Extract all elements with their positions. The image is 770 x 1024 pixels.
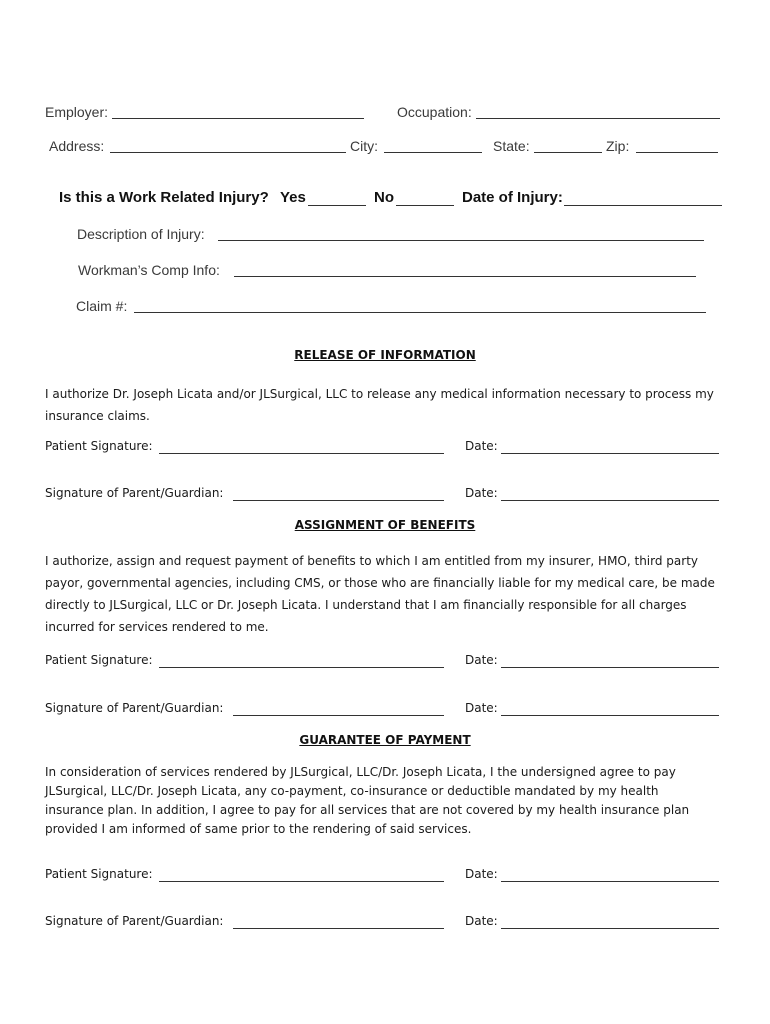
guardian-signature-label: Signature of Parent/Guardian: [45, 914, 224, 928]
release-line: insurance claims. [45, 409, 150, 423]
date-label: Date: [465, 867, 498, 881]
state-label: State: [493, 138, 530, 154]
employer-label: Employer: [45, 104, 109, 120]
guarantee-line: JLSurgical, LLC/Dr. Joseph Licata, any co-payment, co-insurance or deductible mandated by my health [45, 784, 659, 798]
guarantee-line: In consideration of services rendered by JLSurgical, LLC/Dr. Joseph Licata, I the undersigned agree to pay [45, 765, 676, 779]
claim-number-field[interactable] [134, 312, 706, 313]
assignment-line: payor, governmental agencies, including CMS, or those who are financially liable for my medical care, be made [45, 576, 715, 590]
patient-signature-field[interactable] [159, 453, 444, 454]
date-field[interactable] [501, 928, 719, 929]
release-of-information-heading: RELEASE OF INFORMATION [294, 348, 476, 362]
guardian-signature-label: Signature of Parent/Guardian: [45, 486, 224, 500]
workmans-comp-field[interactable] [234, 276, 696, 277]
patient-signature-field[interactable] [159, 667, 444, 668]
date-label: Date: [465, 486, 498, 500]
city-field[interactable] [384, 152, 482, 153]
employer-field[interactable] [112, 118, 364, 119]
assignment-line: directly to JLSurgical, LLC or Dr. Joseph Licata. I understand that I am financially responsible for all charges [45, 598, 687, 612]
date-field[interactable] [501, 500, 719, 501]
date-field[interactable] [501, 881, 719, 882]
assignment-paragraph [45, 550, 725, 638]
yes-label: Yes [280, 189, 306, 206]
assignment-line: incurred for services rendered to me. [45, 620, 269, 634]
address-field[interactable] [110, 152, 346, 153]
occupation-label: Occupation: [397, 104, 472, 120]
zip-field[interactable] [636, 152, 718, 153]
release-line: I authorize Dr. Joseph Licata and/or JLSurgical, LLC to release any medical information necessary to process my [45, 387, 714, 401]
date-label: Date: [465, 439, 498, 453]
guarantee-line: provided I am informed of same prior to the rendering of said services. [45, 822, 472, 836]
patient-signature-field[interactable] [159, 881, 444, 882]
description-of-injury-field[interactable] [218, 240, 704, 241]
guardian-signature-label: Signature of Parent/Guardian: [45, 701, 224, 715]
date-of-injury-label: Date of Injury: [462, 189, 563, 206]
date-field[interactable] [501, 667, 719, 668]
no-label: No [374, 189, 394, 206]
description-of-injury-label: Description of Injury: [77, 226, 205, 242]
city-label: City: [350, 138, 378, 154]
date-label: Date: [465, 701, 498, 715]
guardian-signature-field[interactable] [233, 500, 444, 501]
guarantee-of-payment-heading: GUARANTEE OF PAYMENT [299, 733, 471, 747]
no-field[interactable] [396, 205, 454, 206]
patient-signature-label: Patient Signature: [45, 439, 153, 453]
workmans-comp-label: Workman’s Comp Info: [78, 262, 220, 278]
guardian-signature-field[interactable] [233, 928, 444, 929]
date-field[interactable] [501, 453, 719, 454]
guardian-signature-field[interactable] [233, 715, 444, 716]
patient-signature-label: Patient Signature: [45, 867, 153, 881]
guarantee-paragraph [45, 763, 725, 839]
release-paragraph [45, 383, 725, 427]
patient-signature-label: Patient Signature: [45, 653, 153, 667]
date-label: Date: [465, 914, 498, 928]
work-injury-question: Is this a Work Related Injury? [59, 189, 269, 206]
occupation-field[interactable] [476, 118, 720, 119]
claim-number-label: Claim #: [76, 298, 128, 314]
yes-field[interactable] [308, 205, 366, 206]
date-of-injury-field[interactable] [564, 205, 722, 206]
guarantee-line: insurance plan. In addition, I agree to pay for all services that are not covered by my health insurance plan [45, 803, 690, 817]
address-label: Address: [49, 138, 105, 154]
assignment-of-benefits-heading: ASSIGNMENT OF BENEFITS [294, 518, 476, 532]
assignment-line: I authorize, assign and request payment of benefits to which I am entitled from my insurer, HMO, third party [45, 554, 699, 568]
date-field[interactable] [501, 715, 719, 716]
state-field[interactable] [534, 152, 602, 153]
zip-label: Zip: [606, 138, 630, 154]
date-label: Date: [465, 653, 498, 667]
